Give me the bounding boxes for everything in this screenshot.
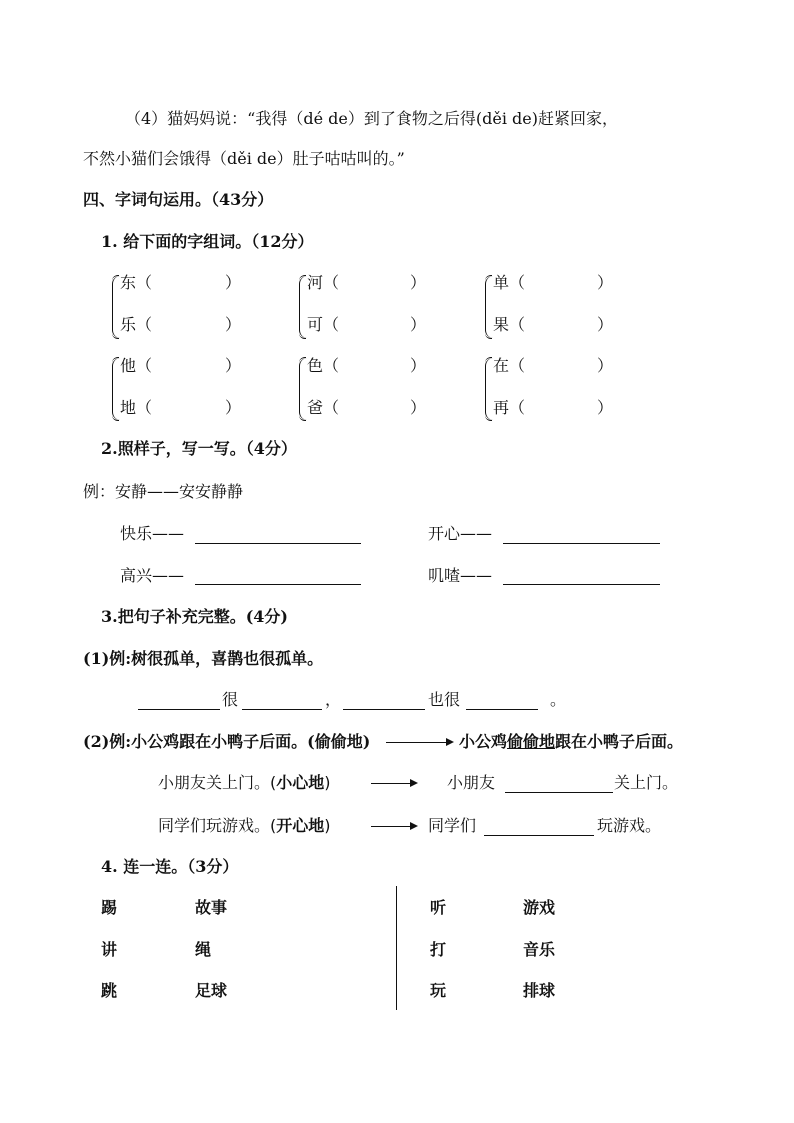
word-group-5-bottom-input[interactable] (344, 398, 410, 420)
row1-blank[interactable] (505, 792, 613, 793)
blank-2[interactable] (242, 709, 322, 710)
result-underlined-adverb: 偷偷地 (507, 732, 556, 751)
row1-subject: 小朋友 (447, 773, 496, 792)
row2-part-b: ) (324, 816, 331, 835)
word-group-6-top-input[interactable] (530, 356, 597, 378)
blank-4[interactable] (466, 709, 538, 710)
s3-example-2-result (459, 731, 683, 753)
word-group-5-top-input[interactable] (344, 356, 410, 378)
column-divider (396, 886, 397, 1010)
word-group-5-top: 色（ (307, 356, 340, 375)
word-group-2-top-input[interactable] (344, 273, 410, 295)
word-group-2-top: 河（ (307, 273, 340, 292)
q4-line-2: 不然小猫们会饿得（děi de）肚子咕咕叫的。” (83, 149, 405, 168)
s2-item-4-blank[interactable] (503, 584, 660, 585)
close-paren: ） (225, 315, 242, 334)
row1-part-b: ) (324, 773, 331, 792)
arrow-right-icon (371, 783, 416, 784)
blank-3[interactable] (343, 709, 425, 710)
s4-left-noun-3[interactable]: 足球 (195, 981, 228, 1000)
s1-title: 1. 给下面的字组词。（12分） (101, 232, 314, 251)
word-group-4-bottom: 地（ (120, 398, 153, 417)
s2-item-2-blank[interactable] (503, 543, 660, 544)
close-paren: ） (410, 356, 427, 375)
s4-right-noun-3[interactable]: 排球 (523, 981, 556, 1000)
s4-left-verb-1[interactable]: 踢 (101, 898, 118, 917)
s2-item-2: 开心—— (428, 524, 493, 543)
s4-left-noun-1[interactable]: 故事 (195, 898, 228, 917)
word-group-4-bottom-input[interactable] (157, 398, 225, 420)
row2-blank[interactable] (484, 835, 594, 836)
word-group-2-bottom-input[interactable] (344, 315, 410, 337)
s3-title: 3.把句子补充完整。(4分) (101, 607, 288, 626)
word-group-4-top: 他（ (120, 356, 153, 375)
comma: ， (325, 690, 342, 709)
s4-left-noun-2[interactable]: 绳 (195, 940, 212, 959)
close-paren: ） (225, 273, 242, 292)
row2-hint: 开心地 (276, 816, 325, 835)
word-group-5-bottom: 爸（ (307, 398, 340, 417)
close-paren: ） (225, 398, 242, 417)
word-group-6-bottom: 再（ (493, 398, 526, 417)
s3-example-1: (1)例:树很孤单，喜鹊也很孤单。 (83, 649, 324, 668)
word-group-1-bottom: 乐（ (120, 315, 153, 334)
result-part-a: 小公鸡 (459, 732, 508, 751)
row2-sentence (158, 815, 331, 837)
s4-right-verb-3[interactable]: 玩 (430, 981, 447, 1000)
s2-example: 例：安静——安安静静 (83, 482, 244, 501)
word-group-3-top: 单（ (493, 273, 526, 292)
row2-subject: 同学们 (428, 816, 477, 835)
close-paren: ） (597, 356, 614, 375)
word-group-3-bottom: 果（ (493, 315, 526, 334)
close-paren: ） (597, 315, 614, 334)
close-paren: ） (225, 356, 242, 375)
s4-left-verb-3[interactable]: 跳 (101, 981, 118, 1000)
word-group-6-top: 在（ (493, 356, 526, 375)
s4-title: 4. 连一连。（3分） (101, 857, 239, 876)
arrow-right-icon (371, 826, 416, 827)
word-group-3-top-input[interactable] (530, 273, 597, 295)
s4-right-noun-2[interactable]: 音乐 (523, 940, 556, 959)
word-group-1-bottom-input[interactable] (157, 315, 225, 337)
arrow-right-icon (386, 742, 452, 743)
close-paren: ） (597, 398, 614, 417)
word-group-2-bottom: 可（ (307, 315, 340, 334)
close-paren: ） (410, 398, 427, 417)
s2-title: 2.照样子，写一写。（4分） (101, 439, 297, 458)
blank-1[interactable] (138, 709, 220, 710)
q4-line-1: （4）猫妈妈说：“我得（dé de）到了食物之后得(děi de)赶紧回家， (125, 109, 618, 128)
s2-item-3: 高兴—— (120, 566, 185, 585)
row1-sentence (158, 772, 331, 794)
close-paren: ） (410, 273, 427, 292)
s2-item-4: 叽喳—— (428, 566, 493, 585)
s2-item-1: 快乐—— (120, 524, 185, 543)
row2-part-a: 同学们玩游戏。( (158, 816, 277, 835)
section-4-title: 四、字词句运用。（43分） (83, 190, 274, 209)
s4-right-noun-1[interactable]: 游戏 (523, 898, 556, 917)
row1-hint: 小心地 (276, 773, 325, 792)
s4-right-verb-2[interactable]: 打 (430, 940, 447, 959)
s3-example-2: (2)例:小公鸡跟在小鸭子后面。(偷偷地) (83, 732, 371, 751)
row1-predicate: 关上门。 (614, 773, 679, 792)
s4-right-verb-1[interactable]: 听 (430, 898, 447, 917)
close-paren: ） (410, 315, 427, 334)
s4-left-verb-2[interactable]: 讲 (101, 940, 118, 959)
word-group-6-bottom-input[interactable] (530, 398, 597, 420)
period: 。 (550, 690, 567, 709)
word-hen: 很 (222, 690, 239, 709)
word-yehen: 也很 (428, 690, 461, 709)
word-group-3-bottom-input[interactable] (530, 315, 597, 337)
result-part-b: 跟在小鸭子后面。 (555, 732, 684, 751)
word-group-1-top-input[interactable] (157, 273, 225, 295)
word-group-4-top-input[interactable] (157, 356, 225, 378)
s2-item-1-blank[interactable] (195, 543, 361, 544)
s2-item-3-blank[interactable] (195, 584, 361, 585)
row2-predicate: 玩游戏。 (597, 816, 662, 835)
close-paren: ） (597, 273, 614, 292)
row1-part-a: 小朋友关上门。( (158, 773, 277, 792)
word-group-1-top: 东（ (120, 273, 153, 292)
